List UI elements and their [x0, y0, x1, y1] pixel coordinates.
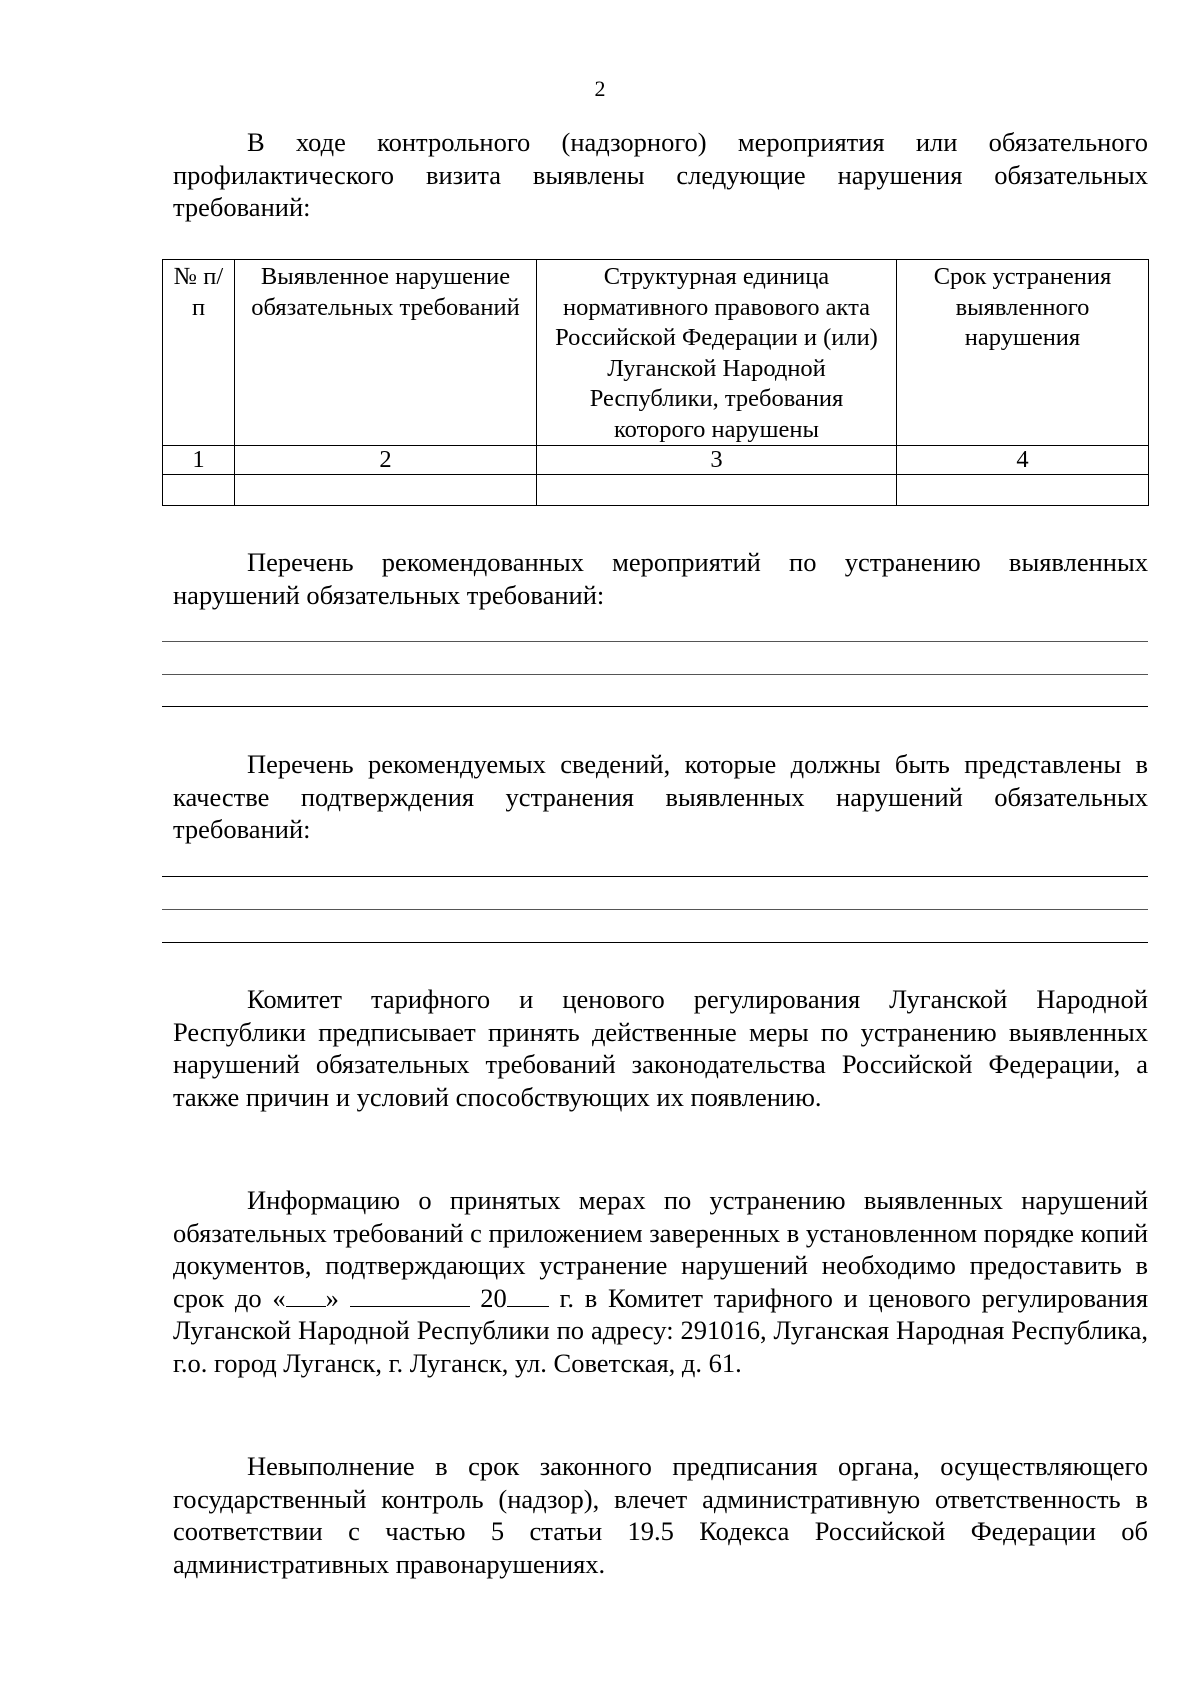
fill-in-line — [162, 909, 1148, 910]
table-cell[interactable] — [537, 475, 897, 506]
information-text-1: Информацию о принятых мерах по устранению выявленных нарушений обязательных требований с приложением заверенных в установленном порядке копий документов, подтверждающих устранение нарушений необходимо предоставить в срок до « — [173, 1185, 1148, 1313]
information-year-prefix: 20 — [480, 1282, 507, 1313]
prescription-text: Комитет тарифного и ценового регулирования Луганской Народной Республики предписывает принять действенные меры по устранению выявленных нарушений обязательных требований законодательства Российской Федерации, а также причин и условий способствующих их появлению. — [173, 984, 1148, 1112]
table-cell: 2 — [235, 446, 537, 475]
table-header-row — [163, 260, 1149, 446]
table-cell: 4 — [897, 446, 1149, 475]
table-numbering-row — [163, 446, 1149, 475]
violations-table — [162, 259, 1149, 506]
recommended-measures-text: Перечень рекомендованных мероприятий по устранению выявленных нарушений обязательных требований: — [173, 547, 1148, 610]
header-legal-unit: Структурная единица нормативного правового акта Российской Федерации и (или) Луганской Народной Республики, требования которого нарушены — [537, 260, 897, 446]
page-number: 2 — [594, 76, 606, 101]
day-blank[interactable] — [286, 1306, 326, 1307]
recommended-info-text: Перечень рекомендуемых сведений, которые должны быть представлены в качестве подтверждения устранения выявленных нарушений обязательных требований: — [173, 749, 1148, 845]
liability-text: Невыполнение в срок законного предписания органа, осуществляющего государственный контроль (надзор), влечет административную ответственность в соответствии с частью 5 статьи 19.5 Кодекса Российской Федерации об административных правонарушениях. — [173, 1451, 1148, 1579]
table-cell[interactable] — [235, 475, 537, 506]
header-violation: Выявленное нарушение обязательных требований — [235, 260, 537, 446]
header-deadline: Срок устранения выявленного нарушения — [897, 260, 1149, 446]
fill-in-line — [162, 641, 1148, 642]
fill-in-line — [162, 876, 1148, 877]
fill-in-line — [162, 942, 1148, 943]
information-text-4: г. в Комитет тарифного и ценового регулирования Луганской Народной Республики по адресу: 291016, Луганская Народная Республика, г.о. город Луганск, г. Луганск, ул. Советская, д. 61. — [173, 1282, 1149, 1378]
information-paragraph — [173, 1184, 1148, 1380]
table-cell[interactable] — [897, 475, 1149, 506]
intro-paragraph — [173, 126, 1148, 224]
table-cell: 1 — [163, 446, 235, 475]
information-text-2: » — [325, 1282, 339, 1313]
fill-in-line — [162, 674, 1148, 675]
month-blank[interactable] — [350, 1306, 470, 1307]
table-cell: 3 — [537, 446, 897, 475]
table-cell[interactable] — [163, 475, 235, 506]
header-number: № п/п — [163, 260, 235, 446]
prescription-paragraph — [173, 983, 1148, 1113]
recommended-measures-paragraph — [173, 546, 1148, 611]
fill-in-line — [162, 706, 1148, 707]
table-row — [163, 475, 1149, 506]
year-blank[interactable] — [507, 1306, 549, 1307]
liability-paragraph — [173, 1450, 1148, 1580]
intro-text: В ходе контрольного (надзорного) мероприятия или обязательного профилактического визита выявлены следующие нарушения обязательных требований: — [173, 127, 1148, 223]
recommended-info-paragraph — [173, 748, 1148, 846]
